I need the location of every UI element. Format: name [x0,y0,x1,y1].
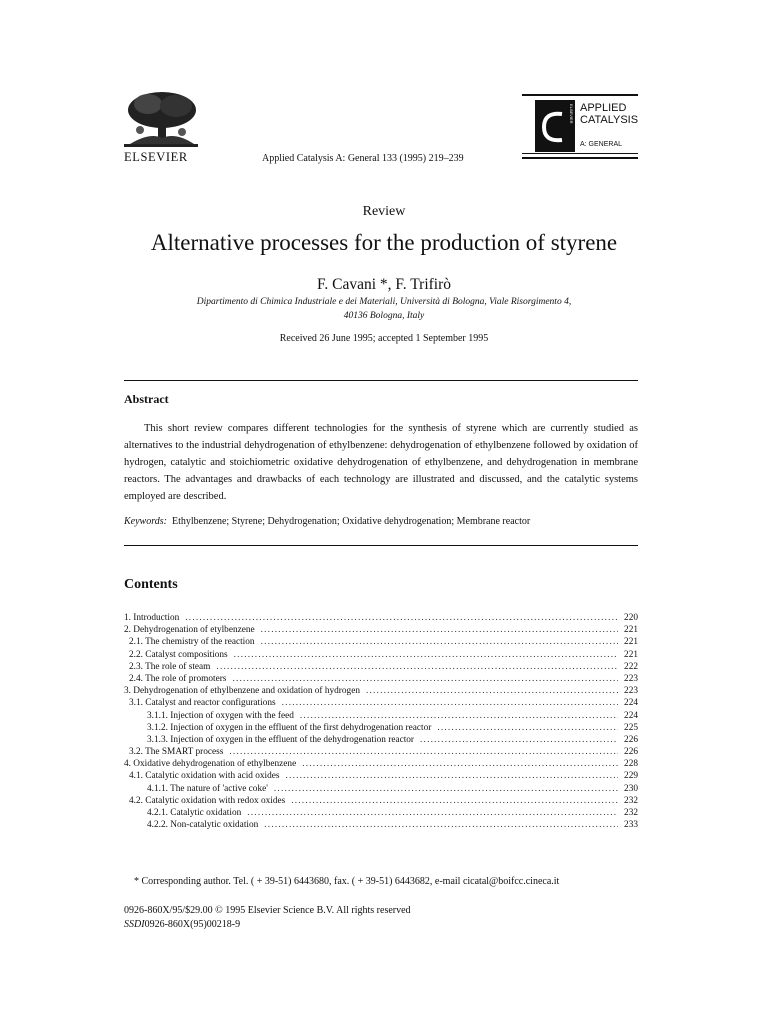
abstract-text [124,420,638,505]
journal-name-line2: CATALYSIS [580,114,639,126]
keywords-list: Ethylbenzene; Styrene; Dehydrogenation; Oxidative dehydrogenation; Membrane reactor [171,516,531,527]
ssdi-code: 0926-860X(95)00218-9 [144,919,241,930]
toc-label: 2.2. Catalyst compositions [129,649,228,660]
publisher-name: ELSEVIER [124,150,188,164]
corresponding-author-footnote: * Corresponding author. Tel. ( + 39-51) 6443680, fax. ( + 39-51) 6443682, e-mail cicatal@boifcc.cineca.it [134,876,560,887]
toc-leader [261,636,618,648]
toc-leader [291,795,618,807]
toc-label: 3.1.3. Injection of oxygen in the effluent of the dehydrogenation reactor [147,734,415,745]
toc-label: 2.3. The role of steam [129,661,211,672]
toc-label: 4.2.2. Non-catalytic oxidation [147,820,259,831]
received-dates: Received 26 June 1995; accepted 1 September 1995 [279,333,489,344]
toc-page: 225 [624,722,638,733]
toc-item[interactable] [124,819,638,831]
toc-label: 4.1.1. The nature of 'active coke' [147,783,268,794]
toc-page: 226 [624,747,638,758]
toc-item[interactable] [124,770,638,782]
toc-item[interactable] [124,807,638,819]
journal-name-line1: APPLIED [580,102,627,114]
toc-label: 3.1.1. Injection of oxygen with the feed [147,710,294,721]
affiliation-line-1: Dipartimento di Chimica Industriale e dei Materiali, Università di Bologna, Viale Risorgimento 4, [196,297,572,307]
toc-leader [264,819,618,831]
toc-label: 2.4. The role of promoters [129,673,227,684]
toc-label: 4.2. Catalytic oxidation with redox oxides [129,795,286,806]
toc-page: 232 [624,795,638,806]
toc-leader [282,697,618,709]
toc-item[interactable] [124,612,638,624]
toc-leader [216,661,618,673]
toc-leader [286,770,619,782]
keywords [124,516,530,527]
contents-heading: Contents [124,577,178,592]
authors: F. Cavani *, F. Trifirò [316,276,452,293]
toc-leader [302,758,618,770]
toc-leader [261,624,618,636]
divider-bottom [124,545,638,546]
toc-page: 223 [624,686,638,697]
ssdi-line [124,919,240,930]
table-of-contents [124,612,638,831]
toc-item[interactable] [124,758,638,770]
toc-leader [247,807,618,819]
abstract-body: This short review compares different technologies for the synthesis of styrene which are currently studied as alternatives to the industrial dehydrogenation of ethylbenzene: dehydrogenation of ethylbenzene followed by oxidation of hydrogen, catalytic and stoichiometric oxidative dehydrogenation of ethylbenzene, and dehydrogenation in membrane reactors. The advantages and drawbacks of each technology are illustrated and discussed, and the catalytic systems employed are described. [124,423,638,502]
toc-item[interactable] [124,795,638,807]
toc-leader [185,612,618,624]
toc-label: 4.1. Catalytic oxidation with acid oxides [129,771,280,782]
toc-label: 3.1. Catalyst and reactor configurations [129,698,276,709]
toc-leader [232,673,618,685]
article-type: Review [362,204,406,219]
divider-top [124,380,638,381]
toc-item[interactable] [124,783,638,795]
toc-item[interactable] [124,734,638,746]
toc-item[interactable] [124,722,638,734]
toc-item[interactable] [124,624,638,636]
journal-section: A: GENERAL [580,141,623,148]
journal-logo-rule-bottom [522,157,638,159]
toc-item[interactable] [124,710,638,722]
toc-page: 221 [624,649,638,660]
toc-leader [229,746,618,758]
journal-logo-rule-mid [522,153,638,154]
ssdi-label: SSDI [124,919,145,930]
toc-page: 230 [624,783,638,794]
elsevier-tree-logo [120,88,202,152]
toc-item[interactable] [124,661,638,673]
toc-page: 233 [624,820,638,831]
toc-page: 220 [624,613,638,623]
toc-page: 224 [624,710,638,721]
keywords-label: Keywords: [124,516,167,527]
toc-label: 2.1. The chemistry of the reaction [129,637,255,648]
toc-item[interactable] [124,673,638,685]
abstract-heading: Abstract [124,392,169,406]
toc-label: 1. Introduction [124,613,180,623]
toc-item[interactable] [124,685,638,697]
toc-label: 4.2.1. Catalytic oxidation [147,808,242,818]
toc-leader [437,722,618,734]
copyright-line: 0926-860X/95/$29.00 © 1995 Elsevier Science B.V. All rights reserved [124,905,411,916]
toc-label: 3.1.2. Injection of oxygen in the effluent of the first dehydrogenation reactor [147,722,432,733]
toc-page: 226 [624,734,638,745]
toc-label: 3. Dehydrogenation of ethylbenzene and oxidation of hydrogen [124,686,360,697]
journal-logo-vertical-text: ELSEVIER [569,104,574,124]
journal-logo-rule-top [522,94,638,96]
toc-label: 2. Dehydrogenation of etylbenzene [124,625,255,636]
article-title: Alternative processes for the production of styrene [150,230,618,255]
toc-page: 223 [624,673,638,684]
toc-page: 232 [624,808,638,818]
toc-page: 229 [624,771,638,782]
toc-leader [420,734,618,746]
toc-item[interactable] [124,636,638,648]
toc-item[interactable] [124,746,638,758]
toc-page: 228 [624,759,638,770]
toc-label: 4. Oxidative dehydrogenation of ethylbenzene [124,759,297,770]
toc-item[interactable] [124,697,638,709]
toc-page: 222 [624,661,638,672]
toc-page: 221 [624,625,638,636]
toc-leader [274,783,618,795]
affiliation-line-2: 40136 Bologna, Italy [343,311,425,321]
journal-c-icon [540,108,566,146]
toc-item[interactable] [124,649,638,661]
toc-page: 224 [624,698,638,709]
journal-citation: Applied Catalysis A: General 133 (1995) 219–239 [262,153,464,164]
toc-leader [366,685,618,697]
toc-leader [300,710,618,722]
toc-page: 221 [624,637,638,648]
toc-label: 3.2. The SMART process [129,747,224,758]
toc-leader [234,649,618,661]
